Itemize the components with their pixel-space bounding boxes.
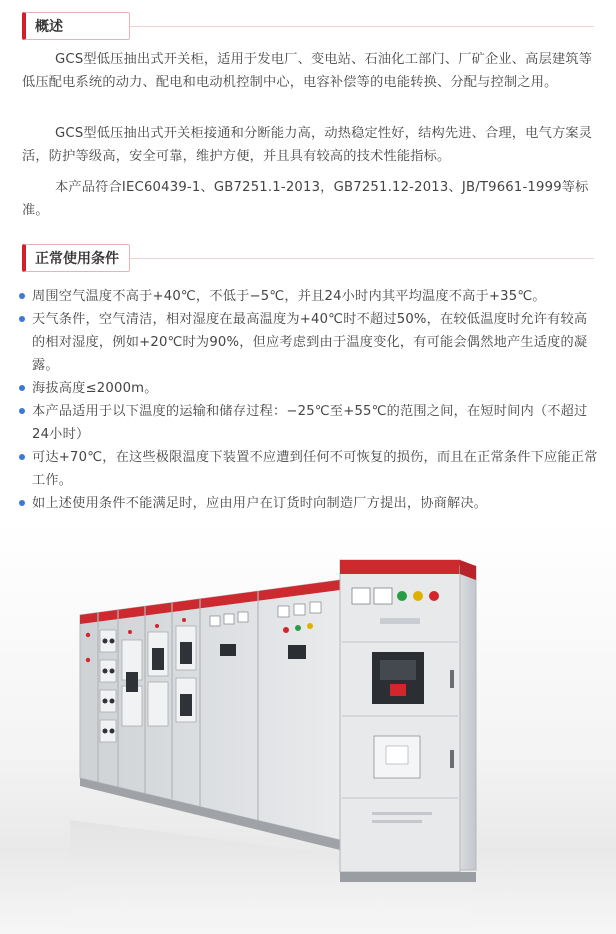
- bullet-dot-icon: [19, 293, 25, 299]
- conditions-list: [18, 285, 598, 515]
- section-title-conditions-text: 正常使用条件: [35, 251, 119, 267]
- product-photo: [0, 520, 616, 934]
- list-item-text: 天气条件，空气清洁，相对湿度在最高温度为+40℃时不超过50%，在较低温度时允许有较高的相对湿度，例如+20℃时为90%，但应考虑到由于温度变化，有可能会偶然地产生适度的凝露。: [32, 312, 588, 373]
- section-title-overview: [22, 12, 130, 40]
- overview-paragraph-2: GCS型低压抽出式开关柜接通和分断能力高，动热稳定性好，结构先进、合理，电气方案灵活，防护等级高，安全可靠，维护方便，并且具有较高的技术性能指标。: [22, 126, 593, 164]
- list-item: [18, 446, 598, 492]
- switchgear-cabinet-illustration-icon: [0, 520, 616, 934]
- bullet-dot-icon: [19, 408, 25, 414]
- bullet-dot-icon: [19, 385, 25, 391]
- list-item-text: 本产品适用于以下温度的运输和储存过程：−25℃至+55℃的范围之间，在短时间内（不超过24小时）: [32, 404, 588, 442]
- bullet-dot-icon: [19, 500, 25, 506]
- section-title-overview-text: 概述: [35, 19, 63, 35]
- list-item-text: 周围空气温度不高于+40℃，不低于−5℃，并且24小时内其平均温度不高于+35℃。: [32, 289, 546, 304]
- list-item-text: 海拔高度≤2000m。: [32, 381, 158, 396]
- list-item: [18, 285, 598, 308]
- list-item: [18, 377, 598, 400]
- list-item-text: 如上述使用条件不能满足时，应由用户在订货时向制造厂方提出，协商解决。: [32, 496, 488, 511]
- overview-paragraph-3: 本产品符合IEC60439-1、GB7251.1-2013，GB7251.12-2013、JB/T9661-1999等标准。: [22, 180, 589, 218]
- list-item: [18, 492, 598, 515]
- overview-paragraph-1: GCS型低压抽出式开关柜，适用于发电厂、变电站、石油化工部门、厂矿企业、高层建筑等低压配电系统的动力、配电和电动机控制中心，电容补偿等的电能转换、分配与控制之用。: [22, 52, 593, 90]
- bullet-dot-icon: [19, 316, 25, 322]
- section-divider: [130, 26, 594, 27]
- list-item: [18, 400, 598, 446]
- section-title-conditions: [22, 244, 130, 272]
- list-item: [18, 308, 598, 377]
- list-item-text: 可达+70℃，在这些极限温度下装置不应遭到任何不可恢复的损伤，而且在正常条件下应能正常工作。: [32, 450, 598, 488]
- bullet-dot-icon: [19, 454, 25, 460]
- section-divider: [130, 258, 594, 259]
